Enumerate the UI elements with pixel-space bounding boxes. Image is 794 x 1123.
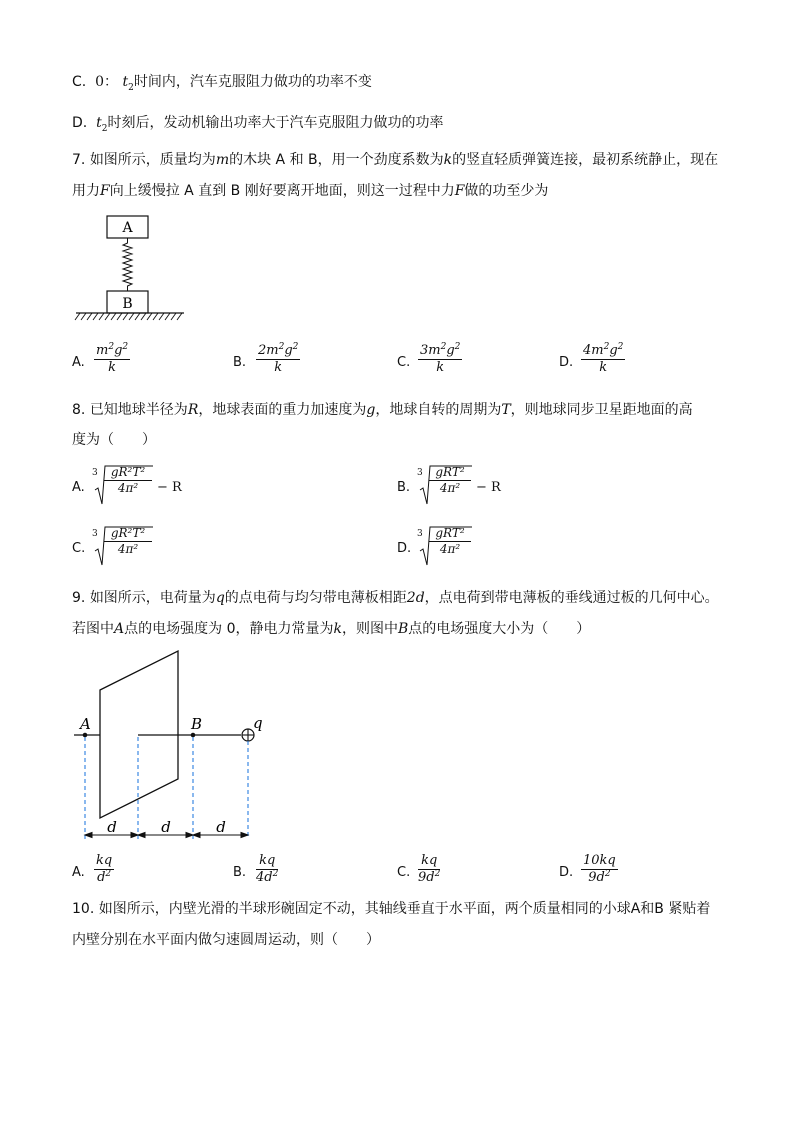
q7-option-a-letter: A. [72, 355, 85, 370]
var-g: g [114, 343, 123, 358]
q9-var-2d: 2d [406, 590, 425, 606]
var-m: m [428, 343, 441, 358]
q9-option-c-formula: $\frac{kq}{9d^2}$ [418, 853, 441, 885]
q6-option-d-text: 时刻后，发动机输出功率大于汽车克服阻力做功的功率 [107, 115, 444, 131]
var-d: d [596, 870, 605, 885]
q8-option-c-letter: C. [72, 541, 86, 556]
var-g: g [609, 343, 618, 358]
numerator: kq [421, 853, 438, 868]
q9-var-q: q [215, 590, 225, 606]
q7-stem-line2 [72, 181, 548, 201]
q9-plate-figure [70, 645, 280, 845]
root-index: 3 [417, 529, 423, 539]
q7-var-F: F [100, 183, 110, 199]
q7-text: 做的功至少为 [464, 183, 549, 199]
q7-var-F: F [454, 183, 465, 199]
label-a: A [80, 715, 91, 733]
q7-option-d-letter: D. [559, 355, 574, 370]
numerator: kq [259, 853, 276, 868]
q8-number: 8. [72, 402, 86, 418]
q8-option-a-root [92, 464, 154, 508]
root-denominator: 4π² [104, 480, 152, 496]
q7-stem-line1 [72, 150, 718, 170]
label-q: q [253, 714, 263, 732]
q6-option-c-letter: C. [72, 74, 87, 90]
q9-var-k: k [333, 621, 342, 637]
root-index: 3 [92, 468, 98, 478]
var-k: k [418, 359, 462, 376]
coef: 9 [588, 870, 597, 885]
coef: 4 [256, 870, 265, 885]
q7-var-m: m [215, 152, 230, 168]
q9-text: ，则图中 [341, 621, 398, 637]
q6-option-c-prefix: 0： [95, 74, 119, 90]
block-b-label: B [122, 296, 133, 312]
q9-text: 若图中 [72, 621, 114, 637]
q7-option-b-formula: $\frac{2m^2g^2}{k}$ [258, 342, 299, 375]
root-numerator: gR²T² [110, 465, 146, 479]
q8-option-a-letter: A. [72, 480, 85, 495]
root-index: 3 [417, 468, 423, 478]
var-m: m [96, 343, 109, 358]
root-denominator: 4π² [104, 541, 152, 557]
q7-option-d-formula: $\frac{4m^2g^2}{k}$ [583, 342, 624, 375]
q9-option-b-letter: B. [233, 865, 247, 880]
point-b-dot [191, 733, 196, 738]
var-k: k [256, 359, 300, 376]
root-denominator: 4π² [429, 541, 471, 557]
q8-option-d-letter: D. [397, 541, 412, 556]
coef: 2 [258, 343, 267, 358]
q8-option-b-tail: − R [476, 480, 501, 495]
coef: 3 [420, 343, 429, 358]
q10-stem-line2: 内壁分别在水平面内做匀速圆周运动，则（ ） [72, 932, 380, 948]
q7-number: 7. [72, 152, 86, 168]
q9-stem-line1 [72, 588, 719, 608]
var-d: d [426, 870, 435, 885]
root-denominator: 4π² [429, 480, 471, 496]
q9-text: 点的电场强度为 0，静电力常量为 [124, 621, 334, 637]
dim-label-1: d [107, 818, 117, 836]
var-d: d [97, 870, 106, 885]
var-m: m [266, 343, 279, 358]
q9-option-c-letter: C. [397, 865, 411, 880]
numerator: kq [96, 853, 113, 868]
q8-var-T: T [501, 402, 511, 418]
q7-spring-figure [70, 212, 190, 324]
q7-option-b-letter: B. [233, 355, 247, 370]
q8-var-R: R [187, 402, 199, 418]
q8-text: ，则地球同步卫星距地面的高 [510, 402, 693, 418]
q7-option-c-formula: $\frac{3m^2g^2}{k}$ [420, 342, 461, 375]
dim-label-3: d [216, 818, 226, 836]
var-m: m [591, 343, 604, 358]
coef: 10 [583, 853, 600, 868]
q7-text: 的木块 A 和 B，用一个劲度系数为 [229, 152, 444, 168]
q6-option-d[interactable] [72, 113, 444, 139]
q7-text: 用力 [72, 183, 100, 199]
ground-hatch [75, 313, 182, 320]
block-a-label: A [122, 220, 133, 236]
var-k: k [94, 359, 130, 376]
q9-option-d-letter: D. [559, 865, 574, 880]
q6-option-d-t: t [96, 115, 102, 131]
q9-number: 9. [72, 590, 86, 606]
q9-option-d-formula: $\frac{10kq}{9d^2}$ [583, 853, 616, 885]
q8-text: 已知地球半径为 [89, 402, 188, 418]
var-g: g [446, 343, 455, 358]
q7-text: 如图所示，质量均为 [89, 152, 216, 168]
q9-text: ，点电荷到带电薄板的垂线通过板的几何中心。 [424, 590, 719, 606]
numerator: kq [599, 853, 616, 868]
label-b: B [191, 715, 203, 733]
point-a-dot [83, 733, 88, 738]
q8-option-c-root [92, 525, 154, 569]
q9-text: 的点电荷与均匀带电薄板相距 [224, 590, 407, 606]
root-numerator: gR²T² [110, 526, 146, 540]
q9-text: 如图所示，电荷量为 [89, 590, 216, 606]
q9-stem-line2 [72, 619, 590, 639]
q6-option-c[interactable] [72, 72, 372, 98]
q9-text: 点的电场强度大小为（ ） [408, 621, 591, 637]
q6-option-c-t-sub: 2 [128, 82, 134, 93]
q7-option-c-letter: C. [397, 355, 411, 370]
q9-var-A: A [114, 621, 125, 637]
q8-text: ，地球表面的重力加速度为 [198, 402, 367, 418]
var-d: d [264, 870, 273, 885]
var-k: k [581, 359, 625, 376]
q6-option-d-letter: D. [72, 115, 88, 131]
dim-label-2: d [161, 818, 171, 836]
spring [123, 238, 132, 291]
q8-stem-line2: 度为（ ） [72, 432, 156, 448]
q7-option-a-formula: $\frac{m^2g^2}{k}$ [96, 342, 129, 375]
root-numerator: gRT² [435, 526, 465, 540]
q7-text: 向上缓慢拉 A 直到 B 刚好要离开地面，则这一过程中力 [109, 183, 455, 199]
q6-option-c-text: 时间内，汽车克服阻力做功的功率不变 [133, 74, 372, 90]
q7-var-k: k [443, 152, 453, 168]
root-index: 3 [92, 529, 98, 539]
q8-var-g: g [366, 402, 376, 418]
root-numerator: gRT² [435, 465, 465, 479]
q8-stem-line1 [72, 400, 693, 420]
q8-option-b-root [417, 464, 473, 508]
q7-text: 的竖直轻质弹簧连接，最初系统静止，现在 [452, 152, 719, 168]
q8-option-b-letter: B. [397, 480, 411, 495]
q10-stem-line1 [72, 899, 710, 919]
q9-option-b-formula: $\frac{kq}{4d^2}$ [256, 853, 279, 885]
q8-text: ，地球自转的周期为 [375, 402, 502, 418]
q8-option-d-root [417, 525, 473, 569]
q9-var-B: B [397, 621, 409, 637]
q6-option-c-t: t [122, 74, 129, 90]
var-g: g [284, 343, 293, 358]
q10-number: 10. [72, 901, 95, 917]
q8-option-a-tail: − R [157, 480, 182, 495]
coef: 4 [583, 343, 592, 358]
q9-option-a-letter: A. [72, 865, 85, 880]
q9-option-a-formula: $\frac{kq}{d^2}$ [96, 853, 113, 885]
coef: 9 [418, 870, 427, 885]
q10-text: 如图所示，内壁光滑的半球形碗固定不动，其轴线垂直于水平面，两个质量相同的小球A和B 紧贴着 [98, 901, 711, 917]
q6-option-d-t-sub: 2 [101, 123, 108, 134]
